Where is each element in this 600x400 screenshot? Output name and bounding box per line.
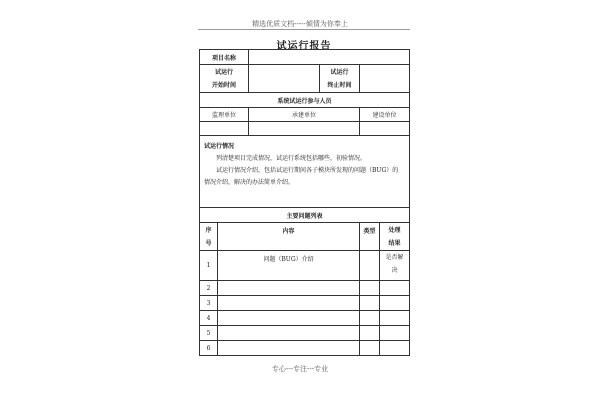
issue-result[interactable]: 是否解 决 bbox=[380, 251, 410, 281]
issue-result[interactable] bbox=[380, 341, 410, 356]
situation-cell bbox=[200, 136, 410, 208]
participants-title: 系统试运行参与人员 bbox=[200, 93, 410, 108]
issue-type[interactable] bbox=[360, 341, 380, 356]
issue-seq: 5 bbox=[200, 326, 218, 341]
issue-seq: 2 bbox=[200, 281, 218, 296]
report-title: 试运行报告 bbox=[276, 41, 332, 52]
issue-seq: 6 bbox=[200, 341, 218, 356]
table-row bbox=[200, 311, 410, 326]
participants-title-row bbox=[200, 93, 410, 108]
issue-type[interactable] bbox=[360, 281, 380, 296]
issue-content[interactable] bbox=[218, 326, 360, 341]
issue-result[interactable] bbox=[380, 326, 410, 341]
participants-supervisor-value[interactable] bbox=[200, 122, 249, 136]
participants-owner-value[interactable] bbox=[360, 122, 410, 136]
issues-header-type: 类型 bbox=[360, 223, 380, 251]
issue-result[interactable] bbox=[380, 311, 410, 326]
page-footer: 专心---专注---专业 bbox=[271, 365, 329, 373]
situation-title: 试运行情况 bbox=[204, 143, 235, 150]
end-time-label: 试运行 终止时间 bbox=[320, 65, 360, 93]
situation-paragraph: 列清楚项目完成情况，试运行系统包括哪些，初验情况。 bbox=[216, 155, 367, 162]
issues-title: 主要问题列表 bbox=[200, 208, 410, 223]
issues-title-row bbox=[200, 208, 410, 223]
issue-content[interactable] bbox=[218, 281, 360, 296]
issue-type[interactable] bbox=[360, 296, 380, 311]
table-row bbox=[200, 281, 410, 296]
issue-content[interactable] bbox=[218, 296, 360, 311]
participants-col-supervisor: 监理单位 bbox=[200, 108, 249, 122]
participants-header-row bbox=[200, 108, 410, 122]
issue-result[interactable] bbox=[380, 281, 410, 296]
table-row bbox=[200, 341, 410, 356]
participants-value-row bbox=[200, 122, 410, 136]
participants-contractor-value[interactable] bbox=[249, 122, 360, 136]
time-row bbox=[200, 65, 410, 93]
header-divider bbox=[198, 29, 410, 30]
project-row bbox=[200, 50, 410, 65]
table-row bbox=[200, 251, 410, 281]
participants-col-contractor: 承建单位 bbox=[249, 108, 360, 122]
situation-row bbox=[200, 136, 410, 208]
project-name-value[interactable] bbox=[249, 50, 410, 65]
issues-header-result: 处理 结果 bbox=[380, 223, 410, 251]
page-header: 精选优质文档-----倾情为你奉上 bbox=[252, 20, 348, 28]
report-form-table bbox=[199, 49, 410, 356]
issue-type[interactable] bbox=[360, 326, 380, 341]
participants-col-owner: 建设单位 bbox=[360, 108, 410, 122]
end-time-value[interactable] bbox=[360, 65, 410, 93]
issue-type[interactable] bbox=[360, 311, 380, 326]
issue-seq: 1 bbox=[200, 251, 218, 281]
issues-header-content: 内容 bbox=[218, 223, 360, 251]
situation-body bbox=[200, 153, 409, 189]
issue-content[interactable] bbox=[218, 311, 360, 326]
issues-header-seq: 序 号 bbox=[200, 223, 218, 251]
issue-seq: 4 bbox=[200, 311, 218, 326]
issues-header-row bbox=[200, 223, 410, 251]
situation-paragraph: 试运行情况介绍，包括试运行期间各子模块所发现的问题（BUG）的情况介绍，解决的办法简单介绍。 bbox=[204, 167, 399, 186]
issue-type[interactable] bbox=[360, 251, 380, 281]
table-row bbox=[200, 296, 410, 311]
start-time-value[interactable] bbox=[249, 65, 320, 93]
table-row bbox=[200, 326, 410, 341]
start-time-label: 试运行 开始时间 bbox=[200, 65, 249, 93]
issue-result[interactable] bbox=[380, 296, 410, 311]
issue-content[interactable]: 问题（BUG）介绍 bbox=[218, 251, 360, 281]
issue-content[interactable] bbox=[218, 341, 360, 356]
issue-seq: 3 bbox=[200, 296, 218, 311]
project-name-label: 项目名称 bbox=[200, 50, 249, 65]
